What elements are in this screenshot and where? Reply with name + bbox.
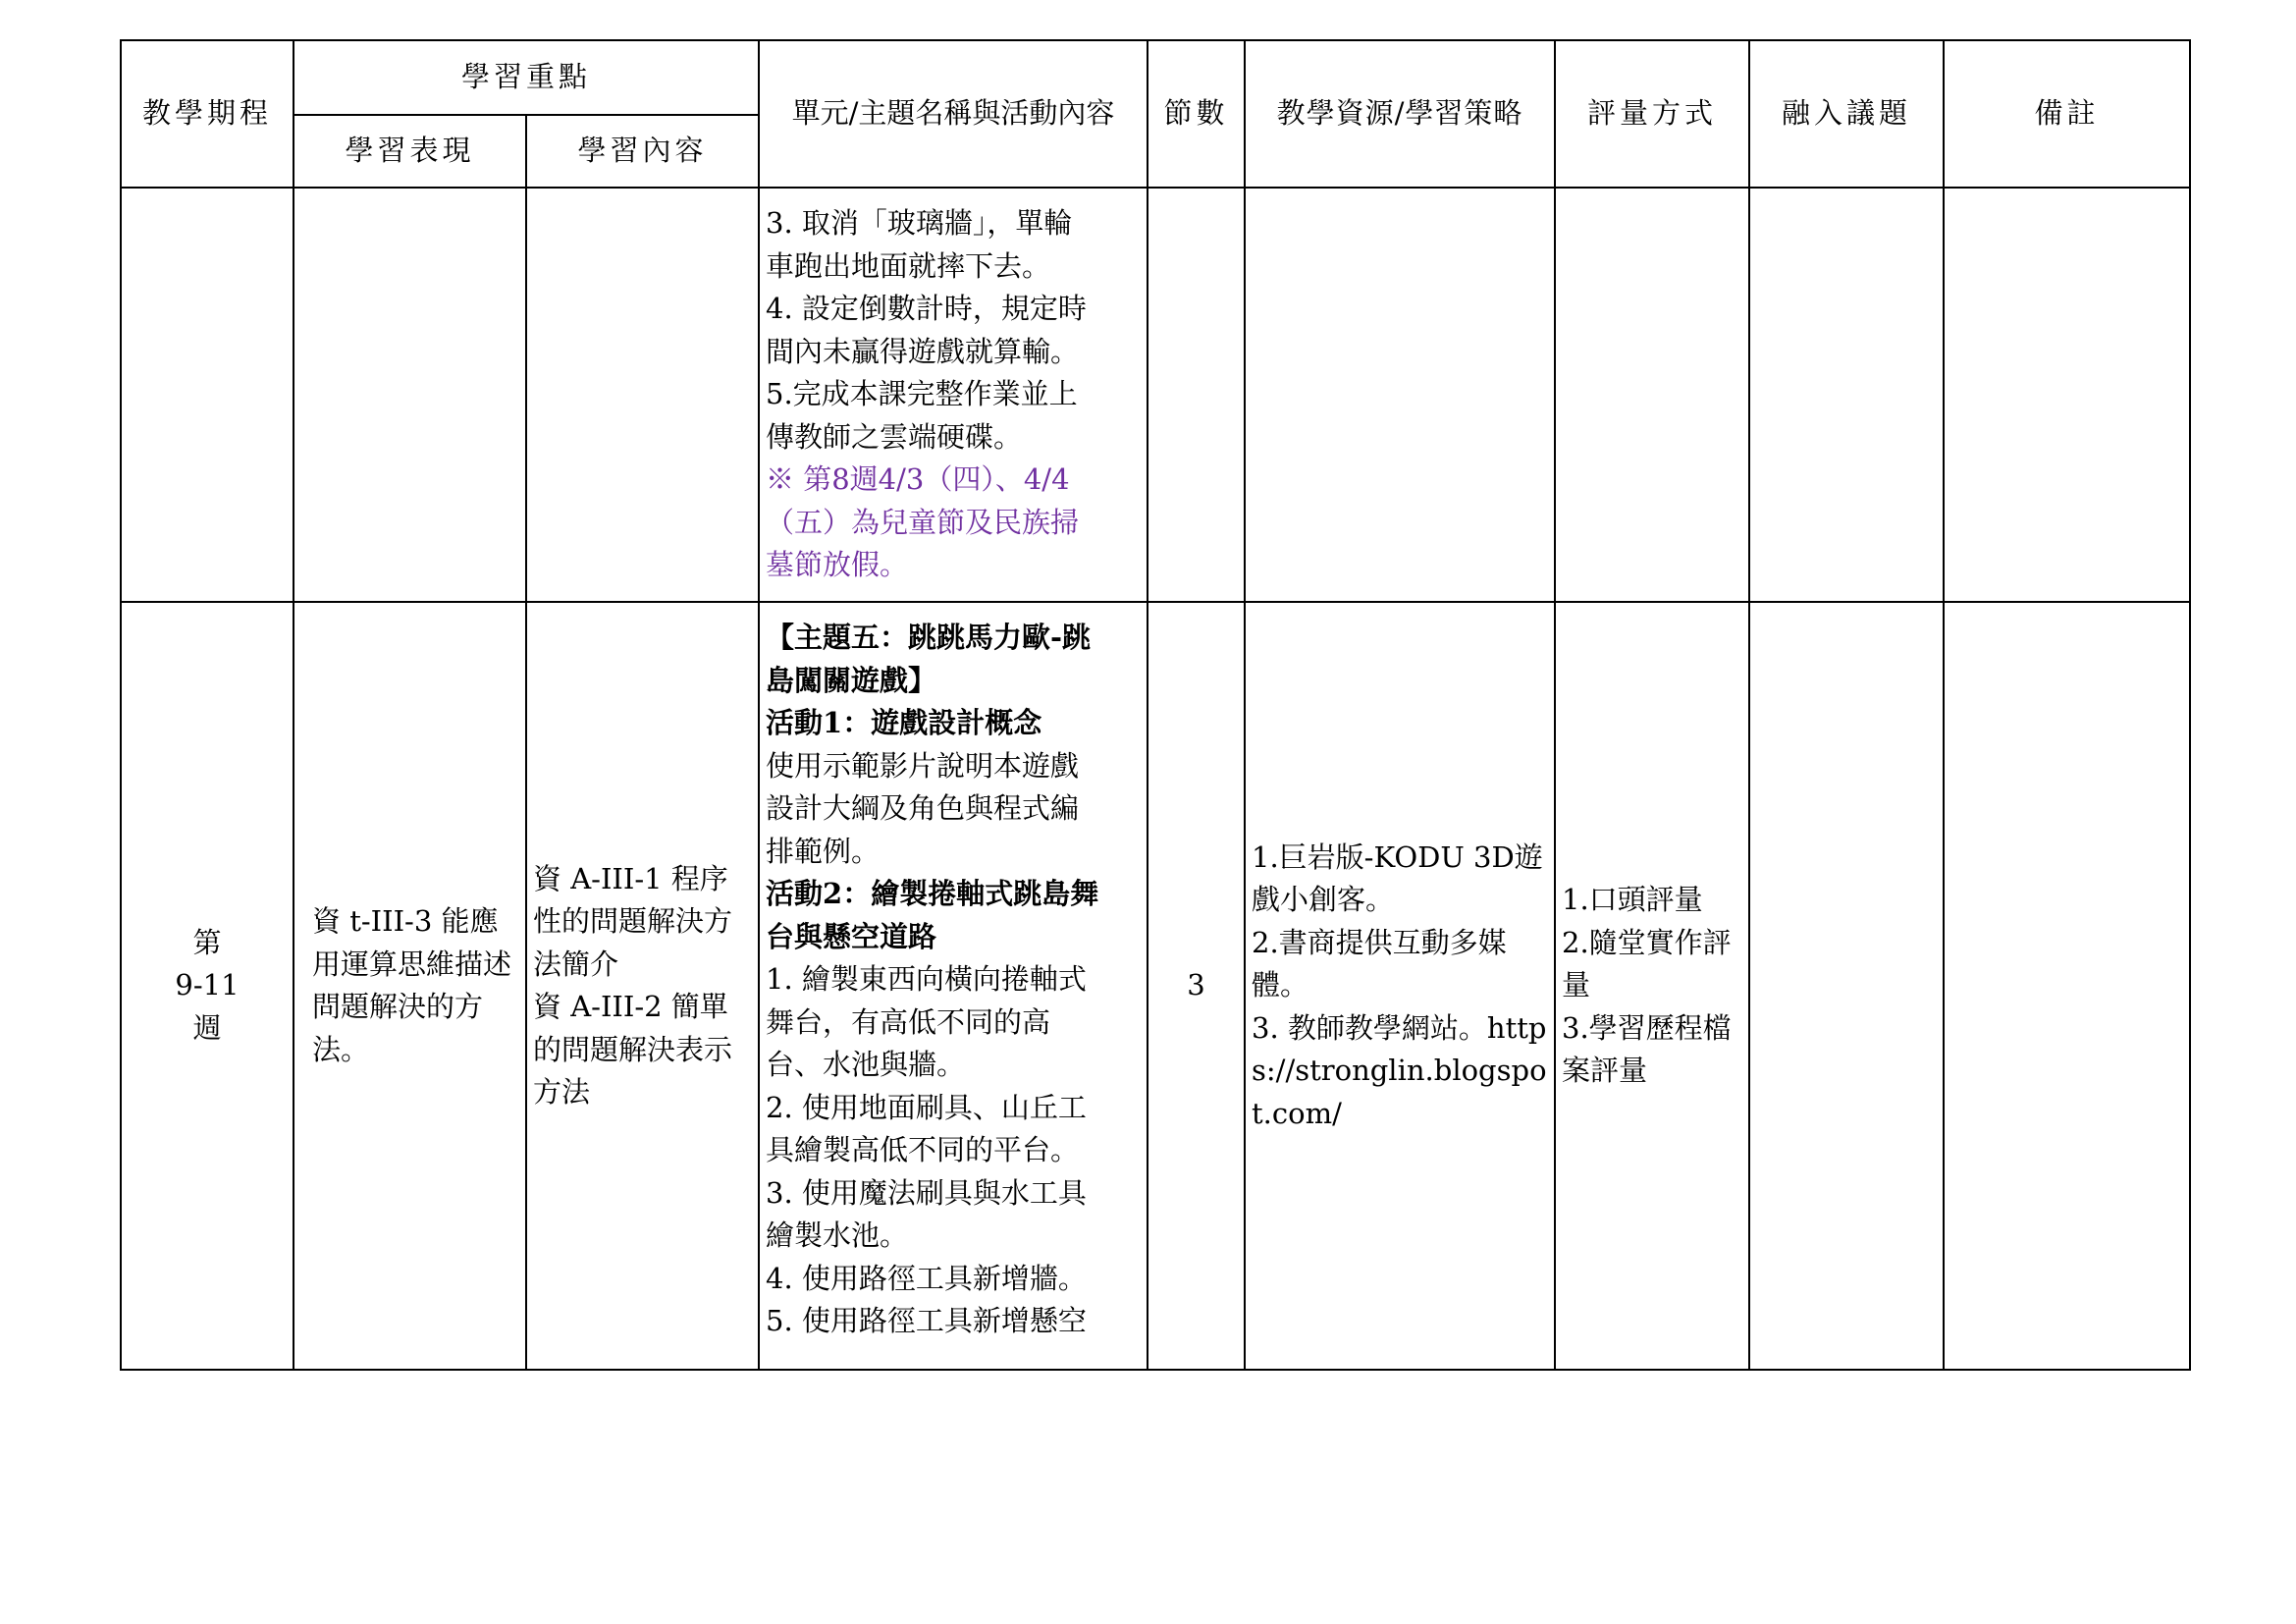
holiday-notice: （五）為兒童節及民族掃	[766, 505, 1080, 539]
performance-cell: 資 t-III-3 能應用運算思維描述問題解決的方法。	[294, 602, 526, 1370]
resources-cell	[1245, 602, 1555, 1370]
activity-step: 5. 使用路徑工具新增懸空	[766, 1304, 1087, 1337]
remarks-cell	[1944, 602, 2190, 1370]
content-item: 資 A-III-1 程序性的問題解決方法簡介	[533, 861, 733, 981]
resources-cell	[1245, 188, 1555, 602]
theme-title: 島闖關遊戲】	[766, 663, 937, 697]
holiday-notice: ※ 第8週4/3（四）、4/4	[766, 462, 1070, 497]
theme-title: 【主題五：跳跳馬力歐-跳	[766, 621, 1092, 654]
header-row	[121, 40, 2190, 115]
content-cell	[526, 602, 759, 1370]
period-week-range: 9-11	[175, 968, 240, 1002]
activity-step: 3. 使用魔法刷具與水工具	[766, 1175, 1087, 1210]
remarks-cell	[1944, 188, 2190, 602]
header-content: 學習內容	[526, 115, 759, 188]
resource-item: 3. 教師教學網站。https://stronglin.blogspot.com/	[1252, 1010, 1547, 1130]
sessions-cell	[1148, 188, 1245, 602]
activity-line: 設計大綱及角色與程式編	[766, 791, 1080, 825]
activity-line: 間內未贏得遊戲就算輸。	[766, 334, 1080, 368]
activity-cell	[759, 188, 1148, 602]
period-cell	[121, 602, 294, 1370]
assessment-item: 2.隨堂實作評量	[1562, 925, 1732, 1002]
assessment-item: 3.學習歷程檔案評量	[1562, 1010, 1732, 1088]
table-row	[121, 188, 2190, 602]
activity-step: 具繪製高低不同的平台。	[766, 1133, 1080, 1166]
activity-step: 舞台，有高低不同的高	[766, 1004, 1051, 1039]
activity-cell	[759, 602, 1148, 1370]
content-cell	[526, 188, 759, 602]
activity-line: 車跑出地面就摔下去。	[766, 248, 1051, 283]
activity-line: 使用示範影片說明本遊戲	[766, 748, 1080, 783]
header-period: 教學期程	[121, 40, 294, 188]
header-assessment: 評量方式	[1555, 40, 1749, 188]
performance-cell	[294, 188, 526, 602]
header-remarks: 備註	[1944, 40, 2190, 188]
activity-step: 繪製水池。	[766, 1218, 909, 1252]
period-week-label: 第	[192, 925, 222, 959]
header-sessions: 節數	[1148, 40, 1245, 188]
assessment-cell	[1555, 602, 1749, 1370]
activity-line: 傳教師之雲端硬碟。	[766, 419, 1023, 454]
activity-step: 1. 繪製東西向橫向捲軸式	[766, 962, 1087, 996]
issues-cell	[1749, 602, 1944, 1370]
activity-step: 台、水池與牆。	[766, 1048, 966, 1081]
resource-item: 2.書商提供互動多媒體。	[1252, 925, 1507, 1002]
sessions-cell: 3	[1148, 602, 1245, 1370]
activity1-title: 活動1：遊戲設計概念	[766, 706, 1042, 739]
assessment-cell	[1555, 188, 1749, 602]
header-unit: 單元/主題名稱與活動內容	[759, 40, 1148, 188]
table-row	[121, 602, 2190, 1370]
period-cell	[121, 188, 294, 602]
activity2-title: 活動2：繪製捲軸式跳島舞	[766, 877, 1099, 910]
activity-line: 3. 取消「玻璃牆」，單輪	[766, 206, 1073, 241]
period-week-label: 週	[192, 1010, 222, 1045]
issues-cell	[1749, 188, 1944, 602]
activity-line: 排範例。	[766, 834, 881, 868]
activity-line: 4. 設定倒數計時，規定時	[766, 292, 1087, 326]
resource-item: 1.巨岩版-KODU 3D遊戲小創客。	[1252, 839, 1543, 917]
header-learning-focus: 學習重點	[294, 40, 759, 115]
assessment-item: 1.口頭評量	[1562, 883, 1703, 917]
activity-line: 5.完成本課完整作業並上	[766, 377, 1078, 411]
holiday-notice: 墓節放假。	[766, 548, 909, 582]
activity-step: 4. 使用路徑工具新增牆。	[766, 1261, 1087, 1295]
header-performance: 學習表現	[294, 115, 526, 188]
activity-step: 2. 使用地面刷具、山丘工	[766, 1090, 1087, 1124]
header-issues: 融入議題	[1749, 40, 1944, 188]
content-item: 資 A-III-2 簡單的問題解決表示方法	[533, 990, 733, 1109]
header-resources: 教學資源/學習策略	[1245, 40, 1555, 188]
activity2-title: 台與懸空道路	[766, 919, 937, 953]
teaching-plan-table	[120, 39, 2191, 1371]
